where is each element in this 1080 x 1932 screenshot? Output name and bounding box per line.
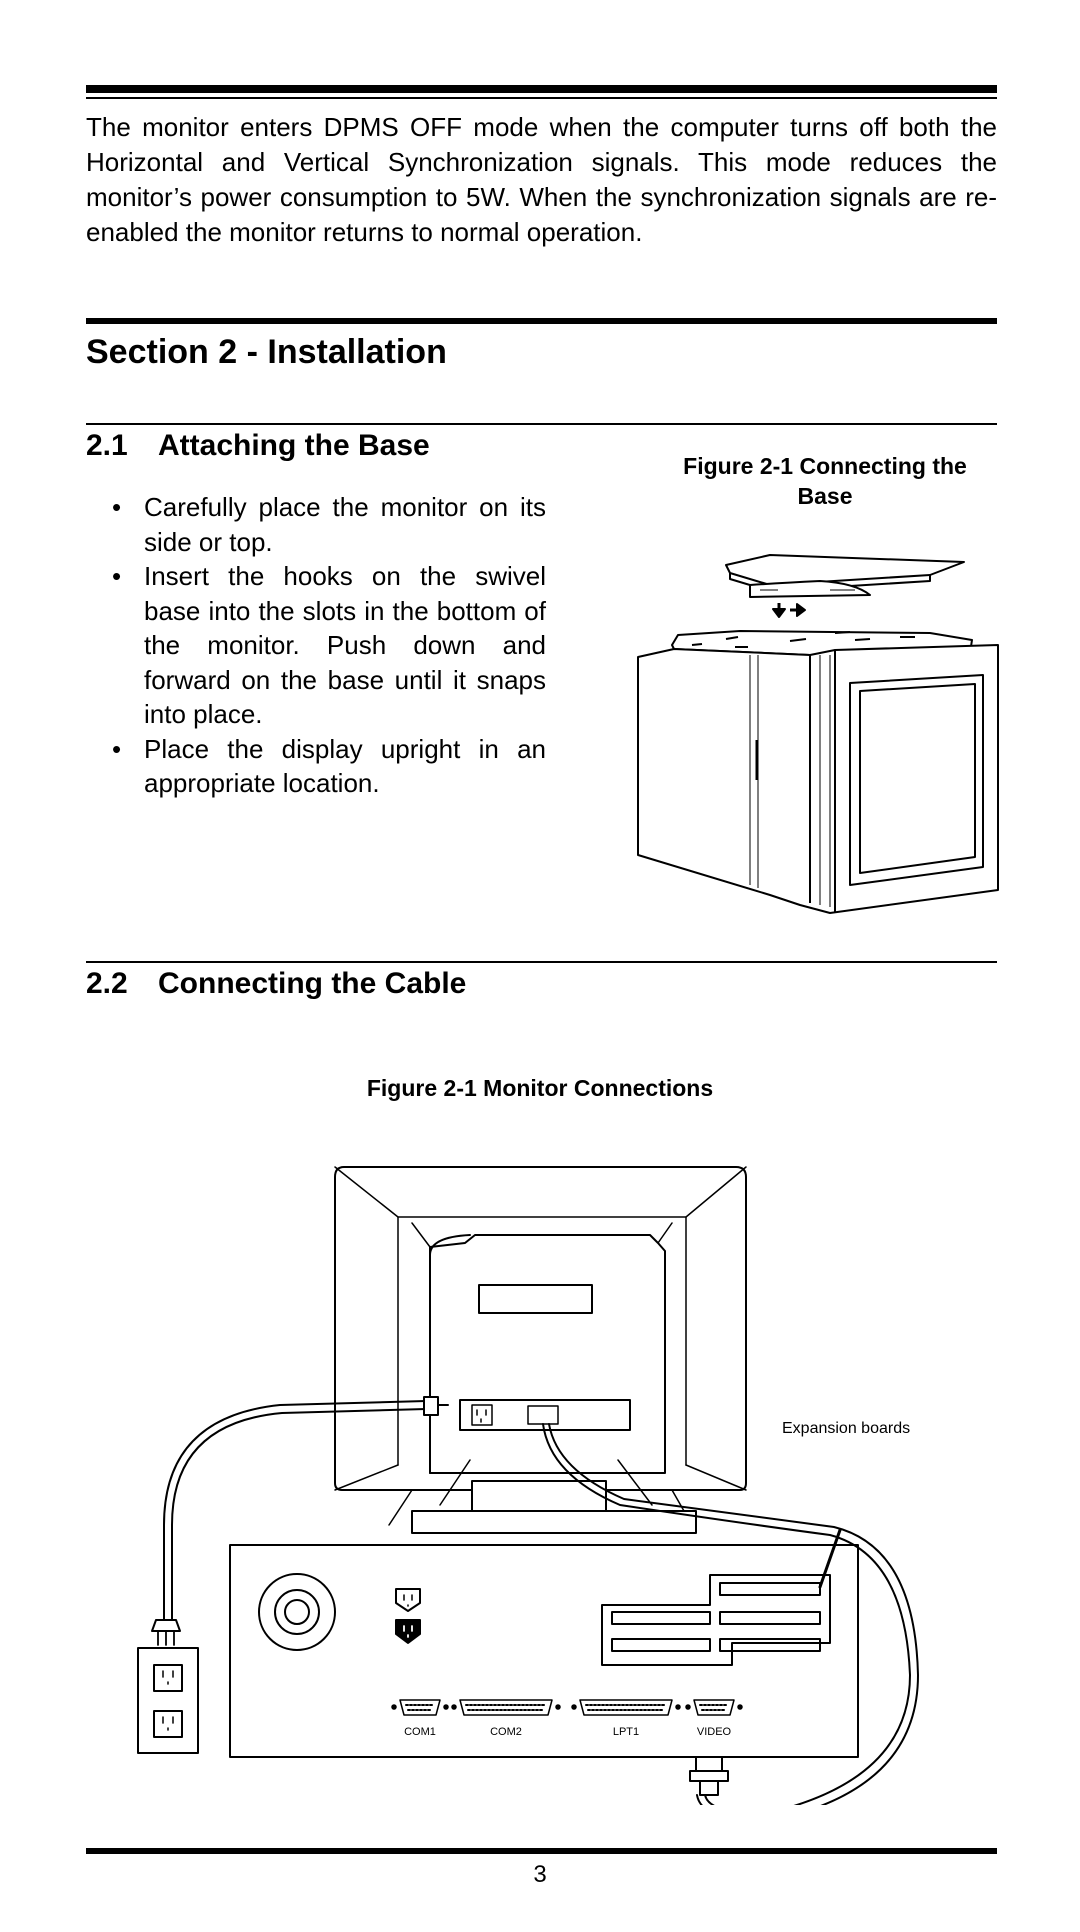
arrow-down-icon (773, 603, 785, 617)
intro-paragraph: The monitor enters DPMS OFF mode when the computer turns off both the Horizontal and Vertical Synchronization signals. This mode reduces the monitor’s power consumption to 5W. When the synchronization signals are re-enabled the monitor returns to normal operation. (86, 112, 997, 247)
subsection-1-heading: Attaching the Base (158, 429, 430, 462)
bullet-text: Place the display upright in an appropriate location. (144, 733, 546, 798)
arrow-right-icon (790, 604, 805, 616)
subsection-2-rule (86, 961, 997, 963)
bullet-symbol: • (112, 733, 122, 764)
top-rule-thin (86, 97, 997, 99)
subsection-1-rule (86, 423, 997, 425)
base-instructions-list (110, 490, 546, 801)
subsection-1-number: 2.1 (86, 429, 128, 462)
bullet-symbol: • (112, 561, 122, 591)
section-title: Section 2 - Installation (86, 333, 447, 371)
subsection-2-title (86, 966, 466, 1002)
figure-connections-caption: Figure 2-1 Monitor Connections (366, 1075, 714, 1101)
com2-label: COM2 (490, 1726, 522, 1738)
monitor-connections-illustration (130, 1155, 930, 1805)
com1-label: COM1 (404, 1726, 436, 1738)
bullet-symbol: • (112, 492, 122, 522)
subsection-2-number: 2.2 (86, 967, 128, 1000)
page-number: 3 (533, 1861, 547, 1888)
figure-base-caption (650, 451, 1000, 511)
list-item (110, 559, 546, 732)
figure-base-caption-line1: Figure 2-1 Connecting the (683, 453, 967, 479)
monitor-base-illustration (630, 545, 1010, 925)
expansion-boards-label: Expansion boards (782, 1420, 911, 1437)
lpt1-label: LPT1 (612, 1726, 640, 1738)
bullet-text: Carefully place the monitor on its side or top. (144, 492, 546, 557)
list-item (110, 490, 546, 559)
section-rule (86, 318, 997, 324)
subsection-1-title (86, 428, 430, 464)
top-rule-thick (86, 85, 997, 93)
subsection-2-heading: Connecting the Cable (158, 967, 467, 1000)
bottom-rule (86, 1848, 997, 1854)
video-label: VIDEO (696, 1726, 732, 1738)
figure-base-caption-line2: Base (797, 483, 853, 509)
list-item (110, 732, 546, 801)
bullet-text: Insert the hooks on the swivel base into the slots in the bottom of the monitor. Push down and forward on the base until it snaps into place. (144, 561, 546, 729)
